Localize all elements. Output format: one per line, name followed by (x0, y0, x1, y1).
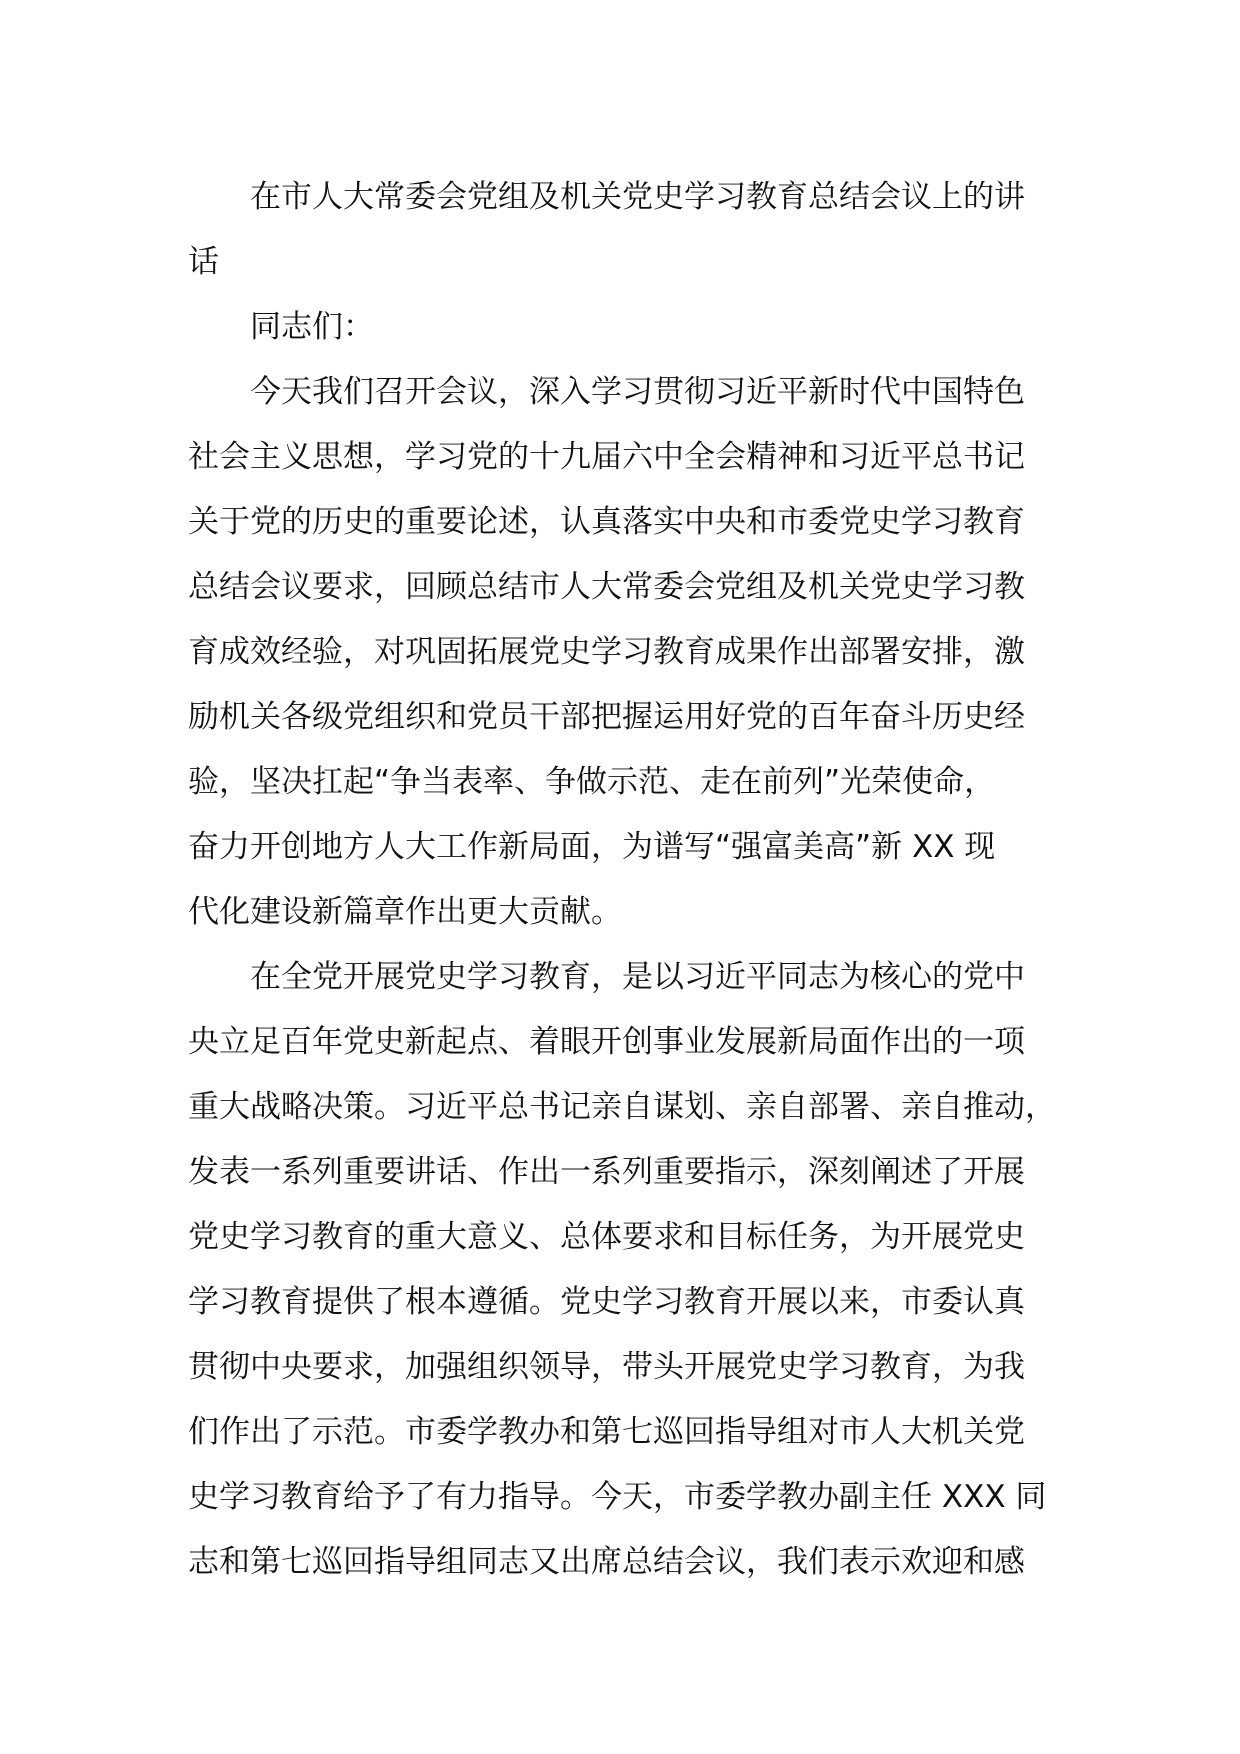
paragraph-line: 关于党的历史的重要论述，认真落实中央和市委党史学习教育 (188, 504, 1025, 540)
paragraph-line: 志和第七巡回指导组同志又出席总结会议，我们表示欢迎和感 (188, 1544, 1025, 1580)
paragraph-line: 央立足百年党史新起点、着眼开创事业发展新局面作出的一项 (188, 1024, 1025, 1060)
title-line: 在市人大常委会党组及机关党史学习教育总结会议上的讲 (250, 179, 1025, 215)
paragraph-line: 重大战略决策。习近平总书记亲自谋划、亲自部署、亲自推动， (188, 1089, 1056, 1125)
paragraph-line: 们作出了示范。市委学教办和第七巡回指导组对市人大机关党 (188, 1414, 1025, 1450)
paragraph-line: 验，坚决扛起“争当表率、争做示范、走在前列”光荣使命， (188, 764, 996, 800)
paragraph-line: 贯彻中央要求，加强组织领导，带头开展党史学习教育，为我 (188, 1349, 1025, 1385)
paragraph-line: 育成效经验，对巩固拓展党史学习教育成果作出部署安排，激 (188, 634, 1025, 670)
paragraph-line: 励机关各级党组织和党员干部把握运用好党的百年奋斗历史经 (188, 699, 1025, 735)
document-title (188, 165, 1058, 295)
paragraph-line: 代化建设新篇章作出更大贡献。 (188, 894, 622, 930)
paragraph-line: 总结会议要求，回顾总结市人大常委会党组及机关党史学习教 (188, 569, 1025, 605)
paragraph-line: 在全党开展党史学习教育，是以习近平同志为核心的党中 (250, 959, 1025, 995)
paragraph-line: 发表一系列重要讲话、作出一系列重要指示，深刻阐述了开展 (188, 1154, 1025, 1190)
paragraph-line: 今天我们召开会议，深入学习贯彻习近平新时代中国特色 (250, 374, 1025, 410)
paragraph-2 (188, 945, 1058, 1595)
paragraph-line: 党史学习教育的重大意义、总体要求和目标任务，为开展党史 (188, 1219, 1025, 1255)
salutation-text: 同志们： (250, 309, 374, 345)
paragraph-line: 史学习教育给予了有力指导。今天，市委学教办副主任 XXX 同 (188, 1479, 1047, 1515)
paragraph-line: 奋力开创地方人大工作新局面，为谱写“强富美高”新 XX 现 (188, 829, 996, 865)
paragraph-line: 社会主义思想，学习党的十九届六中全会精神和习近平总书记 (188, 439, 1025, 475)
paragraph-line: 学习教育提供了根本遵循。党史学习教育开展以来，市委认真 (188, 1284, 1025, 1320)
title-line: 话 (188, 244, 219, 280)
paragraph-1 (188, 360, 1058, 945)
document-body (188, 165, 1058, 1595)
salutation (188, 295, 1058, 360)
